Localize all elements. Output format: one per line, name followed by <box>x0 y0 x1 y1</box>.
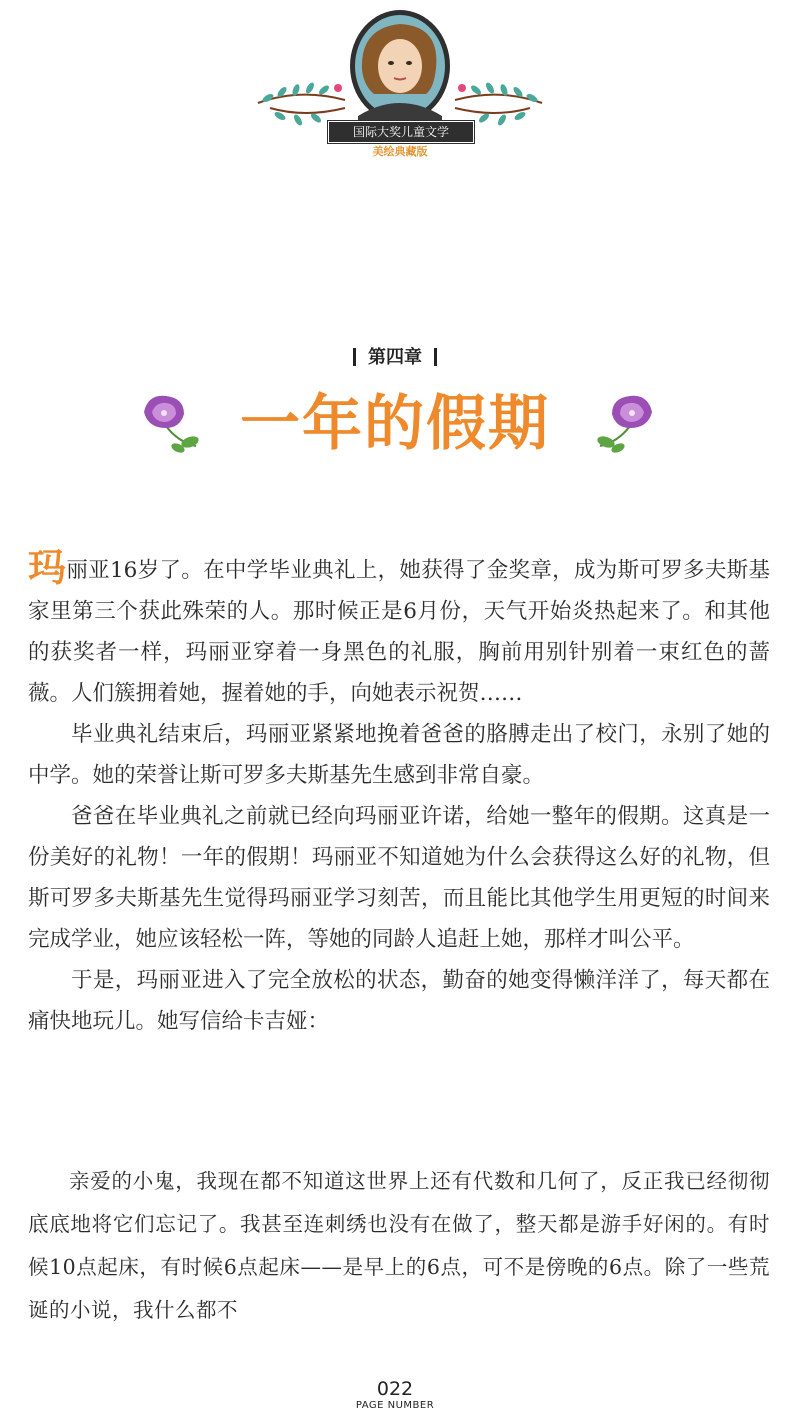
page-number-label: PAGE NUMBER <box>355 1400 435 1411</box>
chapter-number <box>0 343 790 369</box>
edition-label: 美绘典藏版 <box>372 145 428 158</box>
paragraph: 于是，玛丽亚进入了完全放松的状态，勤奋的她变得懒洋洋了，每天都在痛快地玩儿。她写信给卡吉娅： <box>28 968 770 1034</box>
series-header <box>250 8 550 158</box>
chapter-number-text: 第四章 <box>368 347 422 368</box>
chapter-title: 一年的假期 <box>240 389 550 459</box>
letter-text: 亲爱的小鬼，我现在都不知道这世界上还有代数和几何了，反正我已经彻彻底底地将它们忘记了。我甚至连刺绣也没有在做了，整天都是游手好闲的。有时候10点起床，有时候6点起床——是早上的6点，可不是傍晚的6点。除了一些荒诞的小说，我什么都不 <box>28 1169 770 1322</box>
series-title: 国际大奖儿童文学 <box>328 121 474 143</box>
paragraph: 毕业典礼结束后，玛丽亚紧紧地挽着爸爸的胳膊走出了校门，永别了她的中学。她的荣誉让斯可罗多夫斯基先生感到非常自豪。 <box>28 722 770 788</box>
page-number: 022 <box>376 1378 414 1400</box>
divider-bar <box>434 348 437 366</box>
paragraph: 玛丽亚16岁了。在中学毕业典礼上，她获得了金奖章，成为斯可罗多夫斯基家里第三个获此殊荣的人。那时候正是6月份，天气开始炎热起来了。和其他的获奖者一样，玛丽亚穿着一身黑色的礼服，胸前用别针别着一束红色的蔷薇。人们簇拥着她，握着她的手，向她表示祝贺…… <box>28 545 770 706</box>
letter-excerpt <box>28 1160 770 1332</box>
page-footer <box>0 1378 790 1411</box>
divider-bar <box>353 348 356 366</box>
morning-glory-icon <box>588 392 658 454</box>
chapter-body <box>28 545 770 1042</box>
drop-cap: 玛 <box>28 545 67 590</box>
paragraph: 爸爸在毕业典礼之前就已经向玛丽亚许诺，给她一整年的假期。这真是一份美好的礼物！一年的假期！玛丽亚不知道她为什么会获得这么好的礼物，但斯可罗多夫斯基先生觉得玛丽亚学习刻苦，而且能比其他学生用更短的时间来完成学业，她应该轻松一阵，等她的同龄人追赶上她，那样才叫公平。 <box>28 804 770 952</box>
